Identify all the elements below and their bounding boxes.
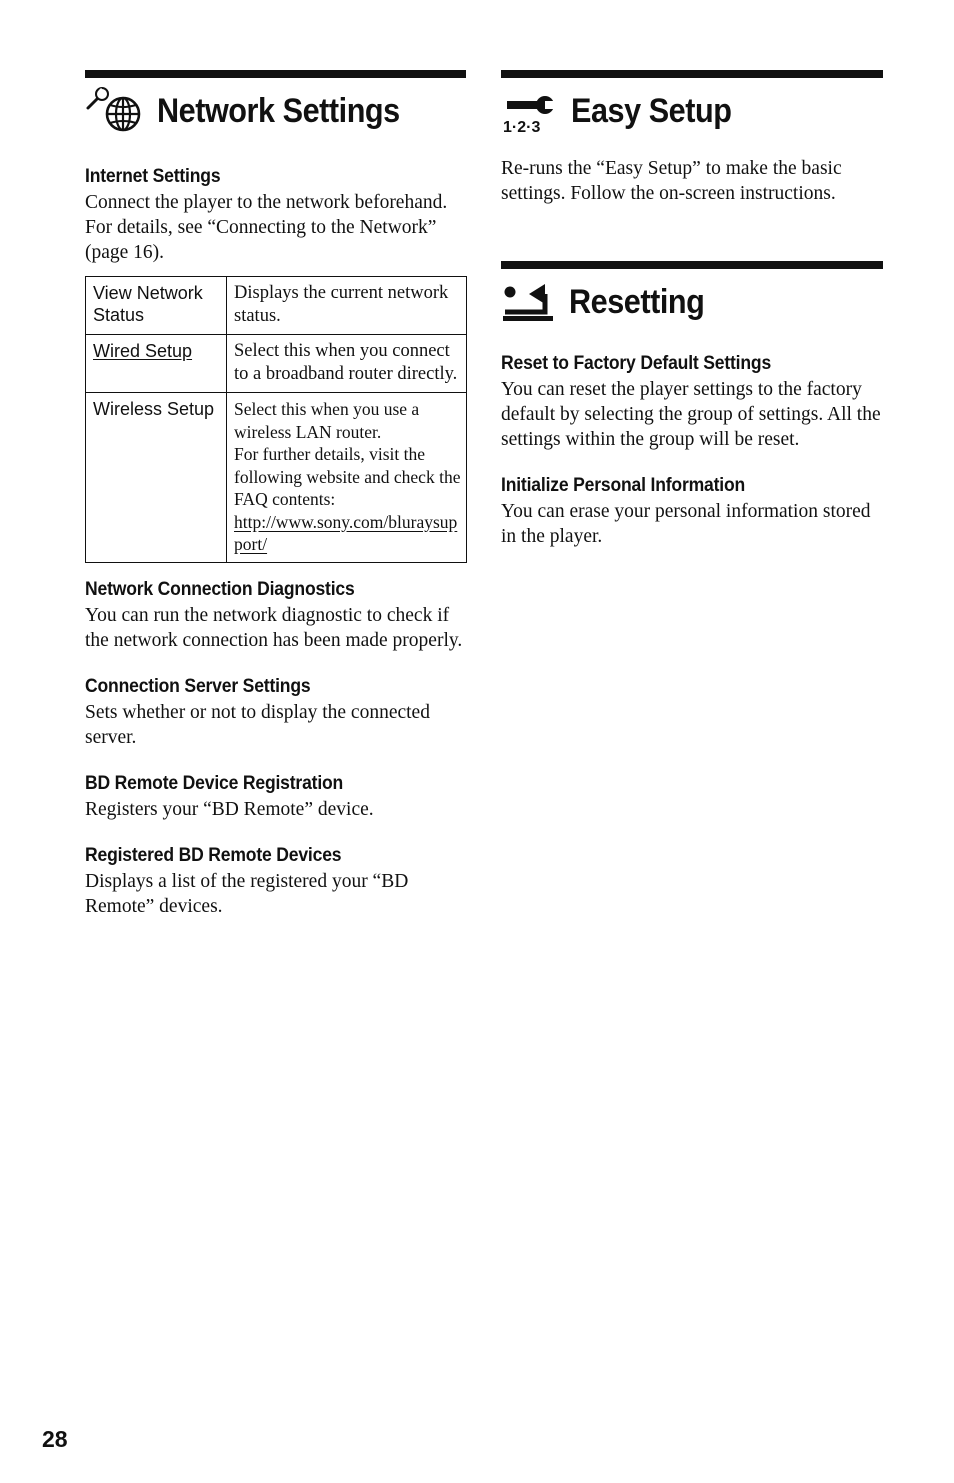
initialize-info-body: You can erase your personal information stored in the player.	[501, 501, 871, 547]
internet-settings-table	[85, 276, 467, 563]
factory-reset-body: You can reset the player settings to the factory default by selecting the group of settings. All the settings within the group will be reset.	[501, 379, 881, 450]
factory-reset-heading: Reset to Factory Default Settings	[501, 352, 772, 374]
network-settings-icon	[85, 85, 143, 133]
diagnostics-heading: Network Connection Diagnostics	[85, 577, 355, 600]
left-column	[85, 70, 466, 919]
option-desc: Select this when you use a wireless LAN router.	[234, 399, 420, 442]
diagnostics-body: You can run the network diagnostic to check if the network connection has been made properly.	[85, 604, 463, 651]
table-row	[86, 277, 467, 335]
bd-devices-heading: Registered BD Remote Devices	[85, 843, 342, 866]
easy-setup-title: Easy Setup	[571, 92, 732, 130]
easy-setup-header	[501, 78, 883, 144]
server-settings-heading: Connection Server Settings	[85, 674, 311, 697]
bd-registration-heading: BD Remote Device Registration	[85, 771, 344, 794]
option-view-network-status: View Network Status	[93, 283, 203, 325]
network-settings-title: Network Settings	[157, 92, 400, 130]
svg-text:1·2·3: 1·2·3	[503, 119, 541, 135]
table-row	[86, 335, 467, 393]
resetting-icon	[501, 280, 555, 324]
internet-settings-body: Connect the player to the network beforehand. For details, see “Connecting to the Network” (page 16).	[85, 192, 448, 263]
easy-setup-bar	[501, 70, 883, 78]
easy-setup-body: Re-runs the “Easy Setup” to make the basic settings. Follow the on-screen instructions.	[501, 158, 842, 204]
page-number: 28	[42, 1426, 68, 1452]
initialize-info-heading: Initialize Personal Information	[501, 474, 746, 496]
right-column	[501, 70, 883, 549]
support-url-link[interactable]: http://www.sony.com/bluraysupport/	[234, 511, 458, 554]
option-wired-setup: Wired Setup	[93, 341, 193, 361]
easy-setup-icon	[501, 87, 557, 135]
network-settings-header	[85, 78, 466, 144]
option-wireless-setup: Wireless Setup	[93, 399, 215, 419]
resetting-title: Resetting	[569, 283, 705, 321]
resetting-header	[501, 269, 883, 335]
option-desc-more: For further details, visit the following website and check the FAQ contents:	[234, 444, 461, 509]
network-settings-bar	[85, 70, 466, 78]
bd-devices-body: Displays a list of the registered your “BD Remote” devices.	[85, 870, 409, 917]
resetting-bar	[501, 261, 883, 269]
server-settings-body: Sets whether or not to display the connected server.	[85, 701, 430, 748]
internet-settings-heading: Internet Settings	[85, 165, 221, 187]
option-desc: Select this when you connect to a broadband router directly.	[234, 341, 458, 384]
option-desc: Displays the current network status.	[234, 283, 449, 326]
table-row	[86, 393, 467, 563]
bd-registration-body: Registers your “BD Remote” device.	[85, 798, 374, 820]
